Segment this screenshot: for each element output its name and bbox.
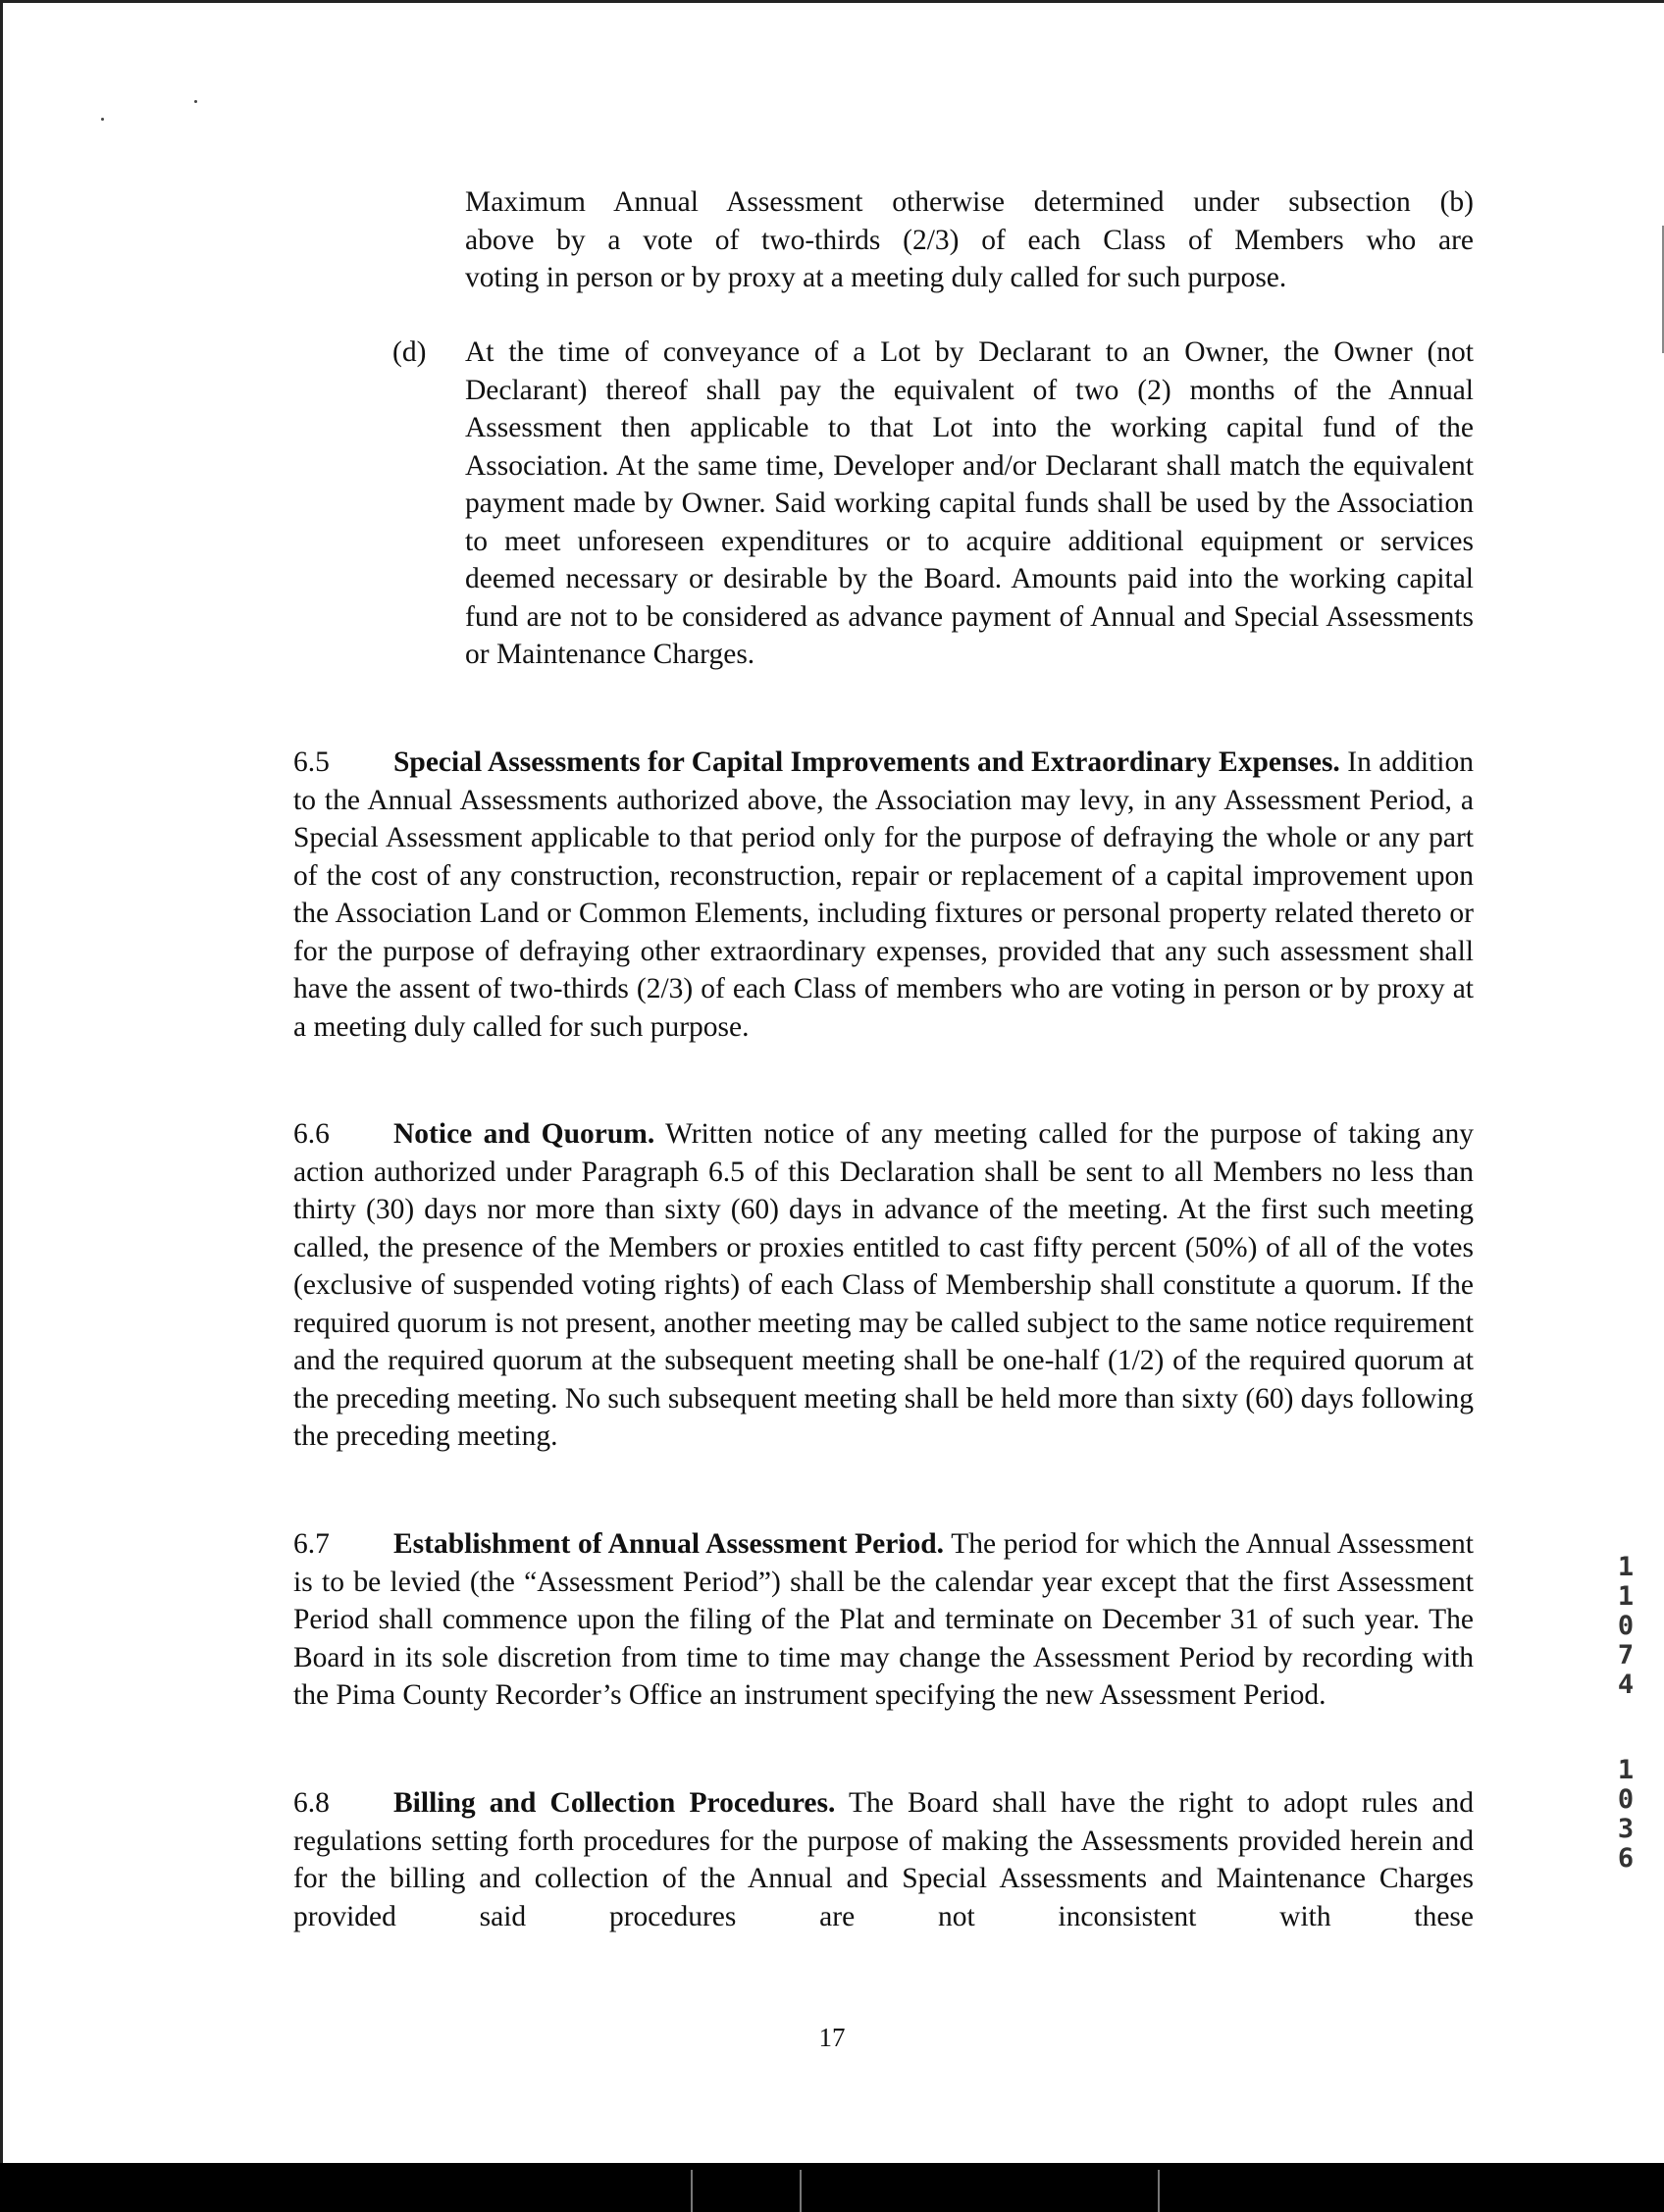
section-number: 6.7 [293,1528,330,1560]
scan-bottom-band [0,2163,1664,2212]
section-heading: Notice and Quorum. [393,1118,655,1150]
scan-band-mark [800,2170,802,2212]
section-heading: Establishment of Annual Assessment Period. [393,1528,945,1560]
subsection-d-text: At the time of conveyance of a Lot by Declarant to an Owner, the Owner (not Declarant) thereof shall pay the equivalent of two (2) months of the Annual Assessment then applicable to that Lot into the working capital fund of the Association. At the same time, Developer and/or Declarant shall match the equivalent payment made by Owner. Said working capital funds shall be used by the Association to meet unforeseen expenditures or to acquire additional equipment or services deemed necessary or desirable by the Board. Amounts paid into the working capital fund are not to be considered as advance payment of Annual and Special Assessments or Maintenance Charges. [465,336,1474,670]
recorder-stamp-bottom: 1 0 3 6 [1617,1755,1635,1874]
recorder-stamp-top: 1 1 0 7 4 [1617,1552,1635,1700]
continuation-line: above by a vote of two-thirds (2/3) of each Class of Members who are [465,224,1474,256]
continuation-line: Maximum Annual Assessment otherwise determined under subsection (b) [465,186,1474,218]
scan-band-mark [691,2170,693,2212]
section-body: Written notice of any meeting called for the purpose of taking any action authorized under Paragraph 6.5 of this Declaration shall be sent to all Members no less than thirty (30) days nor more than sixty (60) days in advance of the meeting. At the first such meeting called, the presence of the Members or proxies entitled to cast fifty percent (50%) of all of the votes (exclusive of suspended voting rights) of each Class of Membership shall constitute a quorum. If the required quorum is not present, another meeting may be called subject to the same notice requirement and the required quorum at the subsequent meeting shall be one-half (1/2) of the required quorum at the preceding meeting. No such subsequent meeting shall be held more than sixty (60) days following the preceding meeting. [293,1118,1474,1452]
section-heading: Special Assessments for Capital Improvements and Extraordinary Expenses. [393,746,1340,778]
section-6-5 [293,744,1474,1046]
page-number: 17 [818,2023,846,2052]
section-6-6 [293,1115,1474,1456]
scan-left-border [0,0,3,2163]
subsection-c-continuation [465,183,1474,297]
section-body: The period for which the Annual Assessment is to be levied (the “Assessment Period”) shall be the calendar year except that the first Assessment Period shall commence upon the filing of the Plat and terminate on December 31 of such year. The Board in its sole discretion from time to time may change the Assessment Period by recording with the Pima County Recorder’s Office an instrument specifying the new Assessment Period. [293,1528,1475,1711]
scan-speck [194,100,197,103]
section-6-8 [293,1784,1474,1935]
section-heading: Billing and Collection Procedures. [393,1787,836,1819]
section-body: In addition to the Annual Assessments authorized above, the Association may levy, in any Assessment Period, a Special Assessment applicable to that period only for the purpose of defraying the whole or any part of the cost of any construction, reconstruction, repair or replacement of a capital improvement upon the Association Land or Common Elements, including fixtures or personal property related thereto or for the purpose of defraying other extraordinary expenses, provided that any such assessment shall have the assent of two-thirds (2/3) of each Class of members who are voting in person or by proxy at a meeting duly called for such purpose. [293,746,1474,1043]
scan-speck [101,118,104,121]
subsection-d-label: (d) [392,336,427,368]
section-number: 6.6 [293,1118,330,1150]
scan-top-border [0,0,1664,3]
section-number: 6.8 [293,1787,330,1819]
section-number: 6.5 [293,746,330,778]
section-body: The Board shall have the right to adopt rules and regulations setting forth procedures for the purpose of making the Assessments provided herein and for the billing and collection of the Annual and Special Assessments and Maintenance Charges provided said procedures are not inconsistent with these [293,1787,1474,1932]
continuation-line: voting in person or by proxy at a meeting duly called for such purpose. [465,262,1287,293]
section-6-7 [293,1525,1474,1715]
scan-band-mark [1158,2170,1160,2212]
